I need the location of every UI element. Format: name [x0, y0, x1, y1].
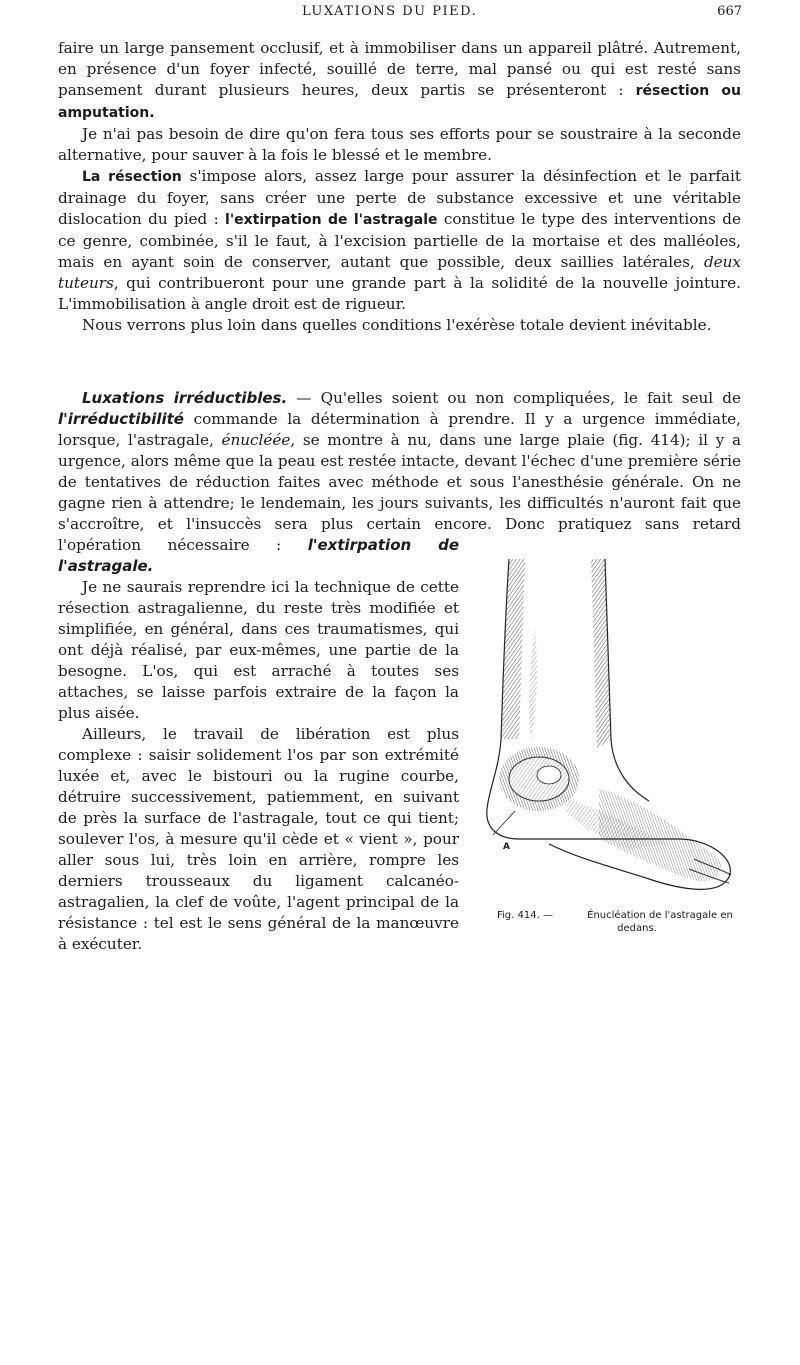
- page-header: [222, 4, 742, 28]
- foot-illustration: [479, 539, 743, 907]
- paragraph-7: Ailleurs, le travail de libération est plus complexe : saisir solidement l'os par son extrémité luxée et, avec le bistouri ou la rugine courbe, détruire successivement, patiemment, en suivant de près la surface de l'astragale, tout ce qui tient; soulever l'os, à mesure qu'il cède et « vient », pour aller sous lui, très loin en arrière, rompre les derniers trousseaux du ligament calcanéo-astragalien, la clef de voûte, l'agent principal de la résistance : tel est le sens général de la manœuvre à exécuter.: [58, 725, 459, 953]
- bold-term: l'extirpation de l'astragale: [225, 212, 438, 228]
- bold-term: La résection: [82, 169, 182, 185]
- paragraph-3: La résection s'impose alors, assez large pour assurer la désinfection et le parfait drainage du foyer, sans créer une perte de substance excessive et une véritable dislocation du pied : l'extirpation de l'astragale constitue le type des interventions de ce genre, combinée, s'il le faut, à l'excision partielle de la mortaise et des malléoles, mais en ayant soin de conserver, autant que possible, deux saillies latérales, deux tuteurs, qui contribueront pour une grande part à la solidité de la nouvelle jointure. L'immobilisation à angle droit est de rigueur.: [58, 167, 741, 313]
- figure-label-a: A: [503, 842, 510, 852]
- page-number: 667: [717, 4, 742, 19]
- figure-caption: [473, 909, 743, 935]
- paragraph-6: Je ne saurais reprendre ici la technique de cette résection astragalienne, du reste très modifiée et simplifiée, en général, dans ces traumatismes, qui ont déjà réalisé, par eux-mêmes, une partie de la besogne. L'os, qui est arraché à toutes ses attaches, se laisse parfois extraire de la façon la plus aisée.: [58, 578, 459, 722]
- italic-term: énucléée: [221, 431, 291, 449]
- paragraph-2: Je n'ai pas besoin de dire qu'on fera tous ses efforts pour se soustraire à la seconde alternative, pour sauver à la fois le blessé et le membre.: [58, 125, 741, 164]
- bold-term: résection ou amputation.: [58, 83, 741, 121]
- paragraph-4: Nous verrons plus loin dans quelles conditions l'exérèse totale devient inévitable.: [82, 316, 712, 334]
- figure-number: Fig. 414. —: [497, 910, 553, 921]
- section-heading: Luxations irréductibles.: [82, 389, 288, 407]
- figure-414: [473, 539, 743, 941]
- section-paragraph: Luxations irréductibles. — Qu'elles soient ou non compliquées, le fait seul de l'irréductibilité commande la détermination à prendre. Il y a urgence immédiate, lorsque, l'astragale, énucléée, se montre à nu, dans une large plaie (fig. 414); il y a urgence, alors même que la peau est restée intacte, devant l'échec d'une première série de tentatives de réduction faites avec méthode et sous l'anesthésie générale. On ne gagne rien à attendre; le lendemain, les jours suivants, les difficultés n'auront fait que s'accroître, et l'insuccès sera plus certain encore. Donc pratiquez sans retard l'opération nécessaire : A Fig. 414. — Énucléation de l'astragale en dedans. l'extirpation de l'astragale.: [58, 388, 741, 577]
- bold-italic-term: l'extirpation de l'astragale.: [58, 536, 459, 575]
- paragraph-1: faire un large pansement occlusif, et à immobiliser dans un appareil plâtré. Autrement, en présence d'un foyer infecté, souillé de terre, mal pansé ou qui est resté sans pansement durant plusieurs heures, deux partis se présenteront : résection ou amputation.: [58, 39, 741, 121]
- page-body: [58, 38, 741, 955]
- figure-caption-text: Énucléation de l'astragale en dedans.: [587, 910, 733, 934]
- italic-term: deux tuteurs: [58, 253, 741, 292]
- running-head: LUXATIONS DU PIED.: [302, 4, 478, 19]
- bold-italic-term: l'irréductibilité: [58, 410, 184, 428]
